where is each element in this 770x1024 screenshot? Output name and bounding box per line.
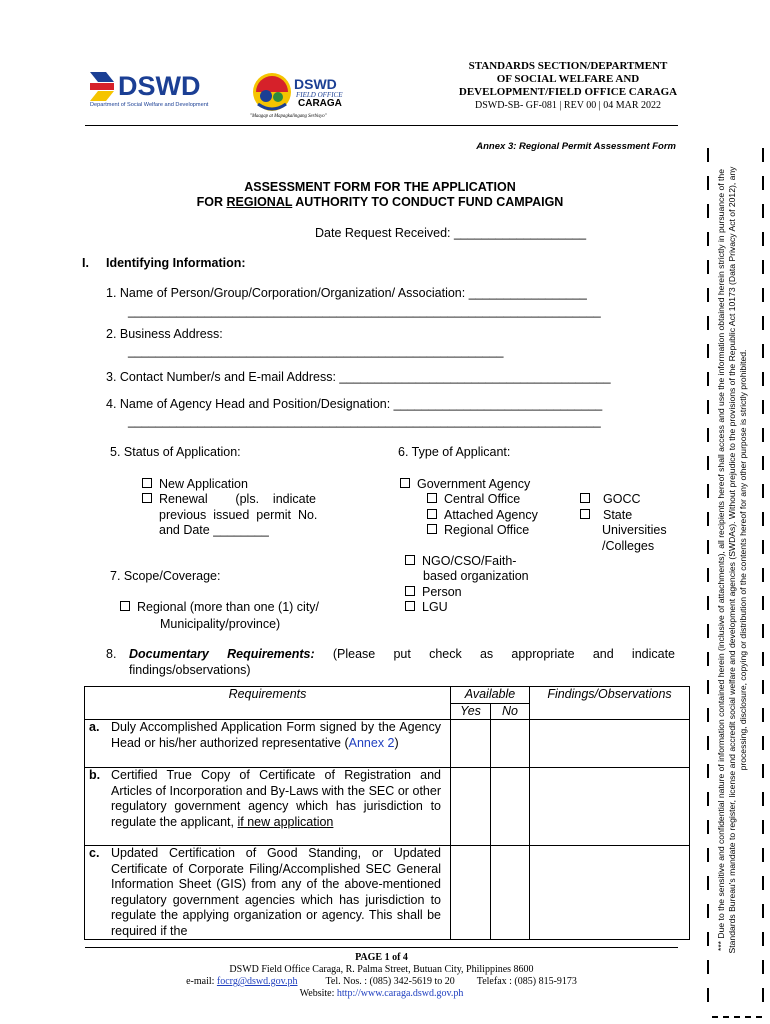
if-new-application: if new application bbox=[237, 814, 334, 829]
header-no: No bbox=[491, 703, 530, 720]
dash-mark bbox=[762, 792, 764, 806]
requirements-table bbox=[84, 686, 690, 940]
requirement-cell: a. Duly Accomplished Application Form signed by the Agency Head or his/her authorized representative (Annex 2) bbox=[85, 720, 451, 768]
dash-mark bbox=[762, 596, 764, 610]
dash-mark bbox=[707, 400, 709, 414]
dash-mark bbox=[707, 540, 709, 554]
dash-mark bbox=[762, 904, 764, 918]
date-request-field[interactable]: Date Request Received: ___________________ bbox=[315, 226, 587, 240]
checkbox-icon[interactable] bbox=[427, 524, 437, 534]
dash-mark bbox=[707, 204, 709, 218]
caraga-logo-text: DSWD bbox=[294, 76, 337, 92]
findings-cell[interactable] bbox=[530, 846, 690, 940]
checkbox-icon[interactable] bbox=[142, 478, 152, 488]
applicant-ngo-line2: based organization bbox=[423, 569, 529, 583]
section-number: I. bbox=[82, 256, 89, 270]
table-row bbox=[85, 768, 690, 846]
dash-mark bbox=[762, 764, 764, 778]
scope-regional-option[interactable]: Regional (more than one (1) city/ bbox=[120, 600, 319, 616]
dash-mark bbox=[762, 568, 764, 582]
dash-mark bbox=[762, 288, 764, 302]
yes-cell[interactable] bbox=[451, 720, 491, 768]
dash-mark bbox=[762, 960, 764, 974]
header-findings: Findings/Observations bbox=[530, 687, 690, 720]
item-2-address-field[interactable]: ______________________________________________________ bbox=[128, 344, 504, 358]
dash-mark bbox=[762, 204, 764, 218]
dash-mark bbox=[707, 960, 709, 974]
page-number: PAGE 1 of 4 bbox=[355, 952, 408, 963]
dash-mark bbox=[707, 176, 709, 190]
dash-mark bbox=[762, 988, 764, 1002]
dswd-logo-text: DSWD bbox=[118, 71, 201, 101]
dash-mark bbox=[707, 232, 709, 246]
applicant-suc-option[interactable]: State bbox=[580, 508, 632, 524]
dash-mark bbox=[762, 456, 764, 470]
status-new-option[interactable]: New Application bbox=[142, 477, 248, 493]
header-line1: STANDARDS SECTION/DEPARTMENT bbox=[468, 60, 668, 72]
dash-mark bbox=[762, 260, 764, 274]
item-8-heading: Documentary Requirements: bbox=[129, 647, 315, 661]
dash-mark bbox=[762, 876, 764, 890]
dash-mark bbox=[707, 428, 709, 442]
notice-line2: Standards Bureau's mandate to register, license and accredit social welfare and development agencies (SWDAs). Without prejudice to the provisions of the Republic Act 10173 (Data Privacy Act of 2012), any bbox=[727, 166, 737, 954]
dash-mark bbox=[762, 652, 764, 666]
header-office-block bbox=[448, 60, 688, 112]
item-5-label: 5. Status of Application: bbox=[110, 445, 241, 459]
table-row bbox=[85, 720, 690, 768]
footer-address: DSWD Field Office Caraga, R. Palma Street, Butuan City, Philippines 8600 bbox=[229, 964, 534, 975]
dswd-logo bbox=[88, 68, 228, 108]
caraga-logo bbox=[248, 70, 378, 118]
footer-divider bbox=[85, 947, 678, 948]
dash-mark bbox=[762, 232, 764, 246]
dash-mark bbox=[707, 512, 709, 526]
form-title bbox=[85, 180, 675, 210]
no-cell[interactable] bbox=[491, 720, 530, 768]
dash-mark bbox=[707, 624, 709, 638]
dash-mark bbox=[707, 484, 709, 498]
applicant-person-option[interactable]: Person bbox=[405, 585, 462, 601]
item-2-label: 2. Business Address: bbox=[106, 327, 223, 341]
item-1-name-field[interactable]: 1. Name of Person/Group/Corporation/Organization/ Association: _________________ bbox=[106, 286, 587, 300]
header-requirements: Requirements bbox=[85, 687, 451, 720]
dash-mark bbox=[707, 848, 709, 862]
status-renewal-option[interactable]: Renewal (pls. indicate bbox=[142, 492, 316, 508]
scope-regional-line2: Municipality/province) bbox=[160, 617, 281, 631]
header-available: Available bbox=[451, 687, 530, 704]
dash-mark bbox=[707, 680, 709, 694]
dash-mark bbox=[707, 764, 709, 778]
form-code: DSWD-SB- GF-081 | REV 00 | 04 MAR 2022 bbox=[474, 100, 662, 111]
checkbox-icon[interactable] bbox=[120, 601, 130, 611]
applicant-lgu-option[interactable]: LGU bbox=[405, 600, 448, 616]
dash-mark bbox=[762, 820, 764, 834]
header-line3: DEVELOPMENT/FIELD OFFICE CARAGA bbox=[458, 86, 678, 98]
no-cell[interactable] bbox=[491, 768, 530, 846]
dash-mark bbox=[707, 988, 709, 1002]
status-renewal-date-field[interactable]: and Date ________ bbox=[159, 523, 269, 537]
dash-mark bbox=[762, 736, 764, 750]
checkbox-icon[interactable] bbox=[427, 493, 437, 503]
findings-cell[interactable] bbox=[530, 720, 690, 768]
header-line2: OF SOCIAL WELFARE AND bbox=[496, 73, 640, 85]
dash-mark bbox=[707, 148, 709, 162]
annex-label: Annex 3: Regional Permit Assessment Form bbox=[476, 141, 676, 152]
header-divider bbox=[85, 125, 678, 126]
item-1-name-line2[interactable]: ____________________________________________________________________ bbox=[128, 304, 601, 318]
requirement-cell: c. Updated Certification of Good Standing, or Updated Certificate of Corporate Filing/Accomplished SEC General Information Sheet (GIS) from any of the above-mentioned regulatory government agencies which has jurisdiction to regulate the applying organization or agency. This shall be required if the bbox=[85, 846, 451, 940]
email-link[interactable]: focrg@dswd.gov.ph bbox=[216, 976, 298, 987]
applicant-suc-line3: /Colleges bbox=[602, 539, 655, 553]
item-4-agency-head-field[interactable]: 4. Name of Agency Head and Position/Designation: ______________________________ bbox=[106, 397, 603, 411]
confidentiality-notice bbox=[716, 130, 749, 990]
item-4-agency-head-line2[interactable]: ____________________________________________________________________ bbox=[128, 414, 601, 428]
dash-mark bbox=[762, 708, 764, 722]
dash-mark bbox=[707, 876, 709, 890]
applicant-gov-option[interactable]: Government Agency bbox=[400, 477, 530, 493]
dash-mark bbox=[762, 344, 764, 358]
dash-mark bbox=[762, 932, 764, 946]
yes-cell[interactable] bbox=[451, 768, 491, 846]
dash-mark bbox=[762, 400, 764, 414]
checkbox-icon[interactable] bbox=[400, 478, 410, 488]
dash-mark bbox=[707, 288, 709, 302]
dash-mark bbox=[707, 904, 709, 918]
item-8-text: Documentary Requirements: (Please put check as appropriate and indicate findings/observations) bbox=[129, 647, 676, 677]
dash-mark bbox=[707, 792, 709, 806]
no-cell[interactable] bbox=[491, 846, 530, 940]
applicant-suc-line2: Universities bbox=[602, 523, 667, 537]
dash-mark bbox=[707, 708, 709, 722]
applicant-attached-option[interactable]: Attached Agency bbox=[427, 508, 538, 524]
item-3-contact-field[interactable]: 3. Contact Number/s and E-mail Address: _______________________________________ bbox=[106, 370, 611, 384]
checkbox-icon[interactable] bbox=[405, 586, 415, 596]
applicant-central-option[interactable]: Central Office bbox=[427, 492, 520, 508]
checkbox-icon[interactable] bbox=[405, 601, 415, 611]
notice-line3: processing, disclosure, copying or distribution of the contents hereof for any other purpose is strictly prohibited. bbox=[738, 349, 748, 771]
section-heading: Identifying Information: bbox=[106, 256, 246, 270]
status-renewal-line2: previous issued permit No. bbox=[159, 508, 318, 522]
dash-mark bbox=[762, 428, 764, 442]
form-title-underlined: REGIONAL bbox=[226, 195, 293, 209]
dash-mark bbox=[762, 680, 764, 694]
header-yes: Yes bbox=[451, 703, 491, 720]
dash-mark bbox=[707, 316, 709, 330]
dash-mark bbox=[762, 316, 764, 330]
checkbox-icon[interactable] bbox=[580, 493, 590, 503]
annex-2-link[interactable]: Annex 2 bbox=[348, 735, 395, 750]
table-row bbox=[85, 846, 690, 940]
dswd-logo-subtitle: Department of Social Welfare and Development bbox=[90, 102, 209, 108]
dash-mark bbox=[707, 820, 709, 834]
checkbox-icon[interactable] bbox=[142, 493, 152, 503]
yes-cell[interactable] bbox=[451, 846, 491, 940]
dash-mark bbox=[707, 596, 709, 610]
dash-mark bbox=[707, 260, 709, 274]
dash-mark bbox=[762, 372, 764, 386]
checkbox-icon[interactable] bbox=[427, 509, 437, 519]
dash-mark bbox=[762, 512, 764, 526]
dash-mark bbox=[762, 848, 764, 862]
dash-mark bbox=[707, 456, 709, 470]
dash-mark bbox=[707, 372, 709, 386]
applicant-gocc-option[interactable]: GOCC bbox=[580, 492, 641, 508]
website-link[interactable]: http://www.caraga.dswd.gov.ph bbox=[336, 988, 464, 999]
applicant-ngo-option[interactable]: NGO/CSO/Faith- bbox=[405, 554, 516, 570]
dash-mark bbox=[707, 344, 709, 358]
item-8-number: 8. bbox=[106, 647, 117, 661]
dash-mark bbox=[762, 624, 764, 638]
dash-mark bbox=[707, 652, 709, 666]
item-7-label: 7. Scope/Coverage: bbox=[110, 569, 221, 583]
caraga-logo-tagline: "Maagap at Mapagkalingang Serbisyo" bbox=[250, 114, 327, 118]
item-6-label: 6. Type of Applicant: bbox=[398, 445, 511, 459]
caraga-logo-office: FIELD OFFICE bbox=[296, 91, 343, 99]
dash-mark bbox=[762, 176, 764, 190]
form-title-line1: ASSESSMENT FORM FOR THE APPLICATION bbox=[244, 180, 516, 194]
dash-mark bbox=[762, 540, 764, 554]
dash-mark bbox=[762, 148, 764, 162]
dash-mark bbox=[707, 568, 709, 582]
dash-mark bbox=[762, 484, 764, 498]
checkbox-icon[interactable] bbox=[405, 555, 415, 565]
notice-line1: *** Due to the sensitive and confidential nature of information contained herein (inclusive of attachments), all recipients hereof shall access and use the information obtained herein strictly in pursuance of the bbox=[716, 169, 726, 952]
requirement-cell: b. Certified True Copy of Certificate of Registration and Articles of Incorporation and By-Laws with the SEC or other regulatory government agency which has jurisdiction to regulate the applicant, if new application bbox=[85, 768, 451, 846]
dash-mark bbox=[707, 736, 709, 750]
footer-contacts: e-mail: focrg@dswd.gov.ph Tel. Nos. : (085) 342-5619 to 20 Telefax : (085) 815-9173 bbox=[186, 976, 577, 987]
dash-mark bbox=[707, 932, 709, 946]
footer-website: Website: http://www.caraga.dswd.gov.ph bbox=[299, 988, 464, 999]
footer bbox=[85, 952, 678, 1000]
findings-cell[interactable] bbox=[530, 768, 690, 846]
checkbox-icon[interactable] bbox=[580, 509, 590, 519]
dash-mark bbox=[712, 1016, 762, 1018]
form-title-line2: FOR REGIONAL AUTHORITY TO CONDUCT FUND CAMPAIGN bbox=[196, 195, 564, 209]
caraga-logo-region: CARAGA bbox=[298, 98, 342, 109]
applicant-regional-option[interactable]: Regional Office bbox=[427, 523, 529, 539]
